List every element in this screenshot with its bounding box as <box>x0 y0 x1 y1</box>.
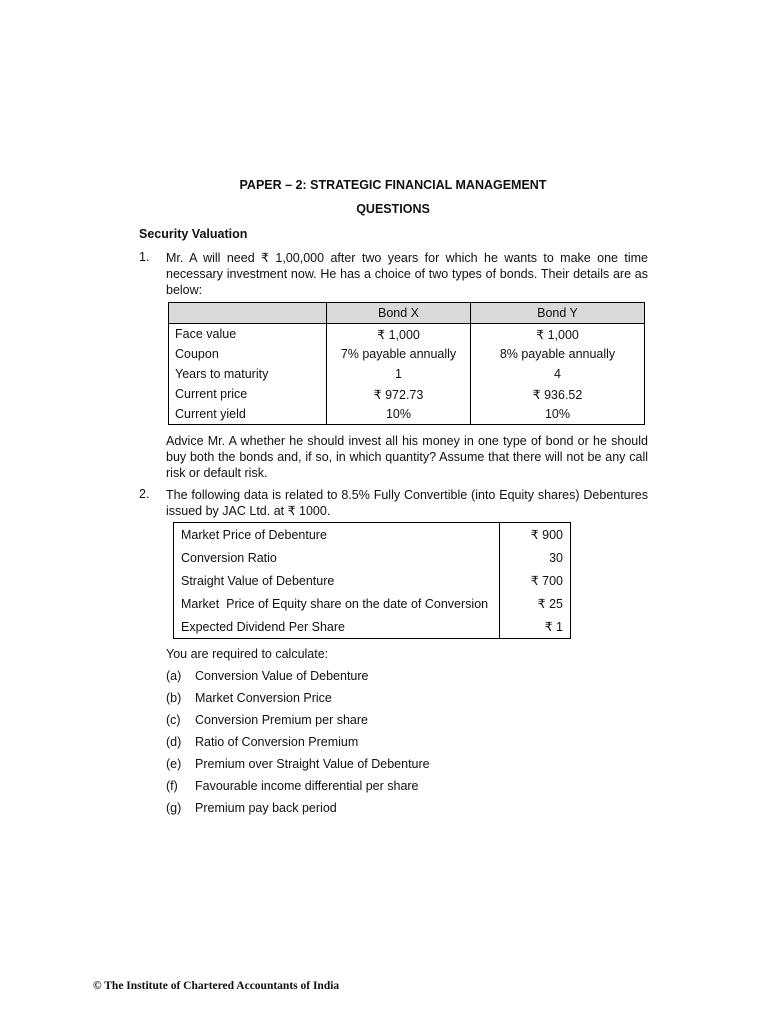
question-2-intro <box>166 487 648 519</box>
table-header-cell <box>169 303 327 324</box>
table-cell: 8% payable annually <box>471 344 645 364</box>
table-cell: Expected Dividend Per Share <box>174 615 500 639</box>
table-cell: Current yield <box>169 404 327 425</box>
list-item <box>166 757 430 771</box>
table-cell: 10% <box>471 404 645 425</box>
table-cell: 1 <box>327 364 471 384</box>
list-item <box>166 669 369 683</box>
table-cell: ₹ 900 <box>530 528 563 542</box>
table-cell: Market Price of Equity share on the date of Conversion <box>174 592 500 615</box>
list-item-text: Premium pay back period <box>195 801 337 815</box>
table-row <box>174 546 571 569</box>
list-item <box>166 735 358 749</box>
list-item-text: Market Conversion Price <box>195 691 332 705</box>
question-2-number: 2. <box>139 487 150 501</box>
list-item <box>166 713 368 727</box>
list-item <box>166 801 337 815</box>
table-cell: ₹ 1 <box>544 620 563 634</box>
table-header-cell: Bond Y <box>471 303 645 324</box>
table-row <box>169 384 645 404</box>
table-row <box>174 615 571 639</box>
table-row <box>169 364 645 384</box>
table-cell: Conversion Ratio <box>174 546 500 569</box>
list-item-label: (c) <box>166 713 181 727</box>
questions-heading: QUESTIONS <box>356 202 430 216</box>
table-cell: ₹ 972.73 <box>327 384 471 404</box>
table-row <box>169 344 645 364</box>
table-cell: 4 <box>471 364 645 384</box>
list-item-label: (b) <box>166 691 182 705</box>
list-item-text: Conversion Value of Debenture <box>195 669 369 683</box>
question-1-advice <box>166 433 648 481</box>
list-item-text: Ratio of Conversion Premium <box>195 735 359 749</box>
list-item <box>166 779 419 793</box>
table-cell: 10% <box>327 404 471 425</box>
text-line: Mr. A will need ₹ 1,00,000 after two years for which he wants to make one time <box>166 251 648 265</box>
list-item-label: (a) <box>166 669 182 683</box>
list-item-text: Conversion Premium per share <box>195 713 368 727</box>
list-item-label: (f) <box>166 779 178 793</box>
table-row <box>169 324 645 345</box>
table-cell: 30 <box>549 550 563 565</box>
table-cell: ₹ 1,000 <box>471 324 645 345</box>
text-line: Advice Mr. A whether he should invest all his money in one type of bond or he should <box>166 434 648 448</box>
list-item-text: Favourable income differential per share <box>195 779 419 793</box>
table-header-cell: Bond X <box>327 303 471 324</box>
list-item-label: (d) <box>166 735 182 749</box>
table-cell: Straight Value of Debenture <box>174 569 500 592</box>
table-cell: ₹ 700 <box>530 574 563 588</box>
table-cell: 7% payable annually <box>327 344 471 364</box>
text-line: necessary investment now. He has a choice of two types of bonds. Their details are as <box>166 267 648 281</box>
text-line: buy both the bonds and, if so, in which quantity? Assume that there will not be any call <box>166 450 648 464</box>
list-item-text: Premium over Straight Value of Debenture <box>195 757 430 771</box>
table-cell: Coupon <box>169 344 327 364</box>
paper-title: PAPER – 2: STRATEGIC FINANCIAL MANAGEMENT <box>239 178 547 192</box>
table-row <box>174 592 571 615</box>
table-cell: ₹ 25 <box>537 597 563 611</box>
text-line: risk or default risk. <box>166 466 268 480</box>
table-cell: Years to maturity <box>169 364 327 384</box>
text-line: The following data is related to 8.5% Fully Convertible (into Equity shares) Debentures <box>166 488 648 502</box>
table-row <box>174 523 571 547</box>
bond-details-table <box>168 302 645 425</box>
list-item-label: (e) <box>166 757 182 771</box>
question-1-intro <box>166 250 648 298</box>
text-line: issued by JAC Ltd. at ₹ 1000. <box>166 504 331 518</box>
question-1-number: 1. <box>139 250 150 264</box>
table-cell: Face value <box>169 324 327 345</box>
list-item-label: (g) <box>166 801 182 815</box>
text-line: below: <box>166 283 203 297</box>
list-item <box>166 691 332 705</box>
required-text: You are required to calculate: <box>166 647 329 661</box>
table-header-row <box>169 303 645 324</box>
table-cell: Current price <box>169 384 327 404</box>
debenture-data-table <box>173 522 571 639</box>
table-cell: ₹ 936.52 <box>471 384 645 404</box>
table-row <box>174 569 571 592</box>
copyright-footer: © The Institute of Chartered Accountants of India <box>93 980 340 992</box>
table-cell: ₹ 1,000 <box>327 324 471 345</box>
table-row <box>169 404 645 425</box>
table-cell: Market Price of Debenture <box>174 523 500 547</box>
section-title: Security Valuation <box>139 227 248 241</box>
